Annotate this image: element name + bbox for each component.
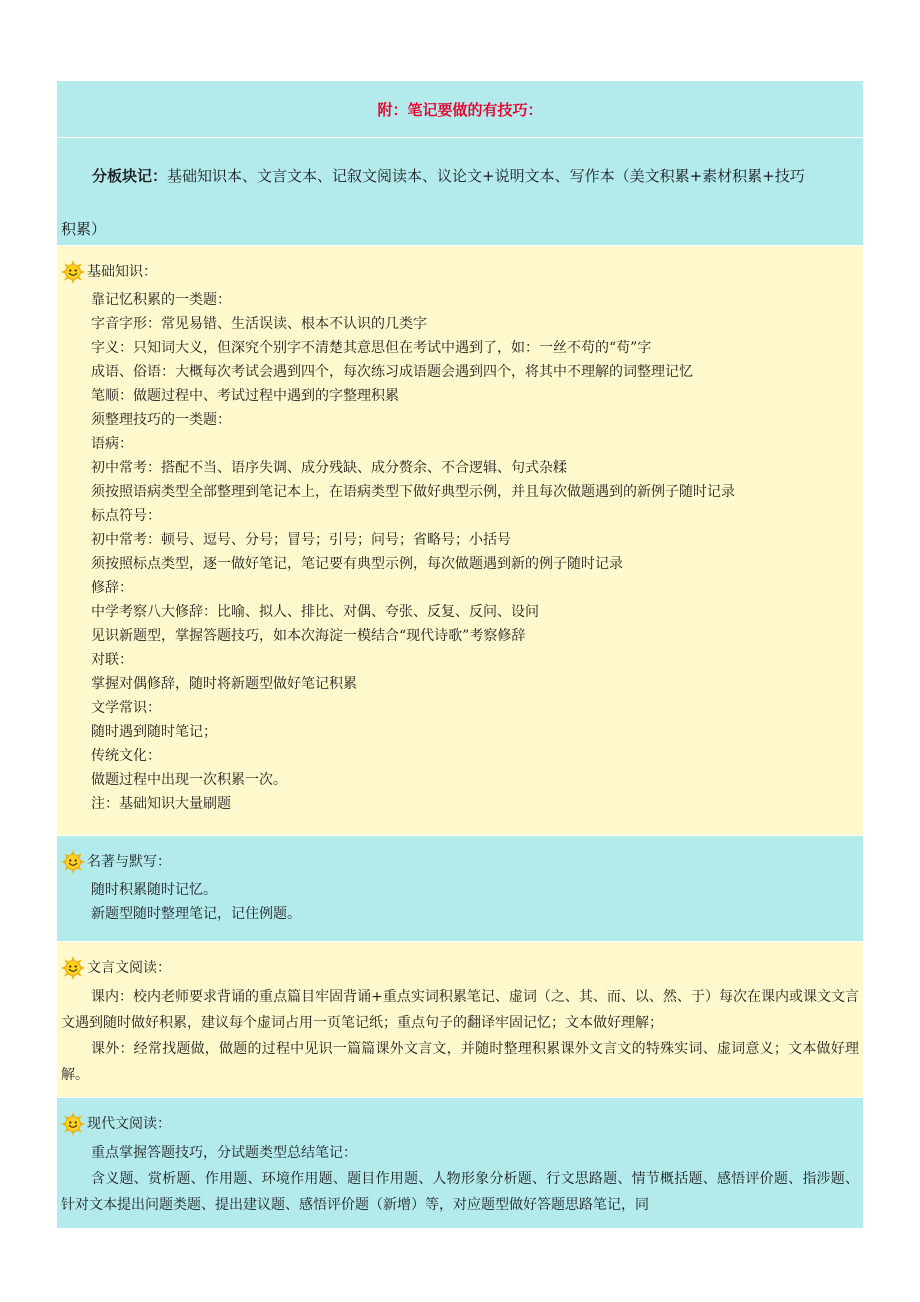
section-heading: [61, 952, 859, 984]
board-row: [57, 138, 863, 246]
list-item: 字音字形：常见易错、生活误读、根本不认识的几类字: [91, 316, 427, 332]
list-item: 笔顺：做题过程中、考试过程中遇到的字整理积累: [91, 388, 399, 404]
list-item: 新题型随时整理笔记，记住例题。: [91, 906, 301, 922]
list-item: 须按照标点类型，逐一做好笔记，笔记要有典型示例，每次做题遇到新的例子随时记录: [91, 556, 623, 572]
section-lines: [61, 288, 859, 816]
list-item: 初中常考：搭配不当、语序失调、成分残缺、成分赘余、不合逻辑、句式杂糅: [91, 460, 567, 476]
list-item: 传统文化：: [91, 748, 161, 764]
board-text: 基础知识本、文言文本、记叙文阅读本、议论文+说明文本、写作本（美文积累+素材积累+技巧: [167, 167, 805, 185]
section-title: 文言文阅读：: [87, 960, 171, 976]
paragraph: 重点掌握答题技巧，分试题类型总结笔记：: [91, 1145, 357, 1161]
title-row: [57, 81, 863, 138]
list-item: 字义：只知词大义，但深究个别字不清楚其意思但在考试中遇到了，如：一丝不苟的“苟”字: [91, 340, 652, 356]
section-classical-chinese: [57, 942, 863, 1098]
section-title: 现代文阅读：: [87, 1116, 171, 1132]
section-basic-knowledge: [57, 246, 863, 836]
paragraph: 含义题、赏析题、作用题、环境作用题、题目作用题、人物形象分析题、行文思路题、情节概括题、感悟评价题、指涉题、针对文本提出问题类题、提出建议题、感悟评价题（新增）等，对应题型做好答题思路笔记，同: [61, 1171, 859, 1213]
section-heading: [61, 846, 859, 878]
list-item: 初中常考：顿号、逗号、分号；冒号；引号；问号；省略号；小括号: [91, 532, 511, 548]
board-label: 分板块记：: [92, 167, 168, 185]
paragraph: 课内：校内老师要求背诵的重点篇目牢固背诵+重点实词积累笔记、虚词（之、其、而、以、然、于）每次在课内或课文文言文遇到随时做好积累，建议每个虚词占用一页笔记纸；重点句子的翻译牢固记忆；文本做好理解；: [61, 989, 859, 1031]
list-item: 随时遇到随时笔记；: [91, 724, 217, 740]
list-item: 修辞：: [91, 580, 133, 596]
sun-smiley-icon: [61, 956, 85, 980]
board-line: [61, 150, 859, 203]
section-heading: [61, 256, 859, 288]
list-item: 须整理技巧的一类题：: [91, 412, 231, 428]
sun-smiley-icon: [61, 850, 85, 874]
section-heading: [61, 1108, 859, 1140]
list-item: 做题过程中出现一次积累一次。: [91, 772, 287, 788]
list-item: 成语、俗语：大概每次考试会遇到四个，每次练习成语题会遇到四个，将其中不理解的词整理记忆: [91, 364, 693, 380]
list-item: 随时积累随时记忆。: [91, 882, 217, 898]
list-item: 对联：: [91, 652, 133, 668]
list-item: 掌握对偶修辞，随时将新题型做好笔记积累: [91, 676, 357, 692]
page-title: 附：笔记要做的有技巧：: [377, 100, 543, 119]
board-wrap: 积累）: [61, 220, 107, 238]
section-lines: [61, 878, 859, 926]
list-item: 靠记忆积累的一类题：: [91, 292, 231, 308]
sun-smiley-icon: [61, 260, 85, 284]
paragraph: 课外：经常找题做，做题的过程中见识一篇篇课外文言文，并随时整理积累课外文言文的特殊实词、虚词意义；文本做好理解。: [61, 1041, 859, 1083]
section-title: 名著与默写：: [87, 854, 171, 870]
section-classics-dictation: [57, 836, 863, 942]
list-item: 语病：: [91, 436, 133, 452]
section-modern-reading: [57, 1098, 863, 1229]
list-item: 文学常识：: [91, 700, 161, 716]
list-item: 须按照语病类型全部整理到笔记本上，在语病类型下做好典型示例，并且每次做题遇到的新例子随时记录: [91, 484, 735, 500]
sun-smiley-icon: [61, 1112, 85, 1136]
list-item: 标点符号：: [91, 508, 161, 524]
section-title: 基础知识：: [87, 264, 157, 280]
list-item: 见识新题型，掌握答题技巧，如本次海淀一模结合“现代诗歌”考察修辞: [91, 628, 526, 644]
notes-table: [57, 81, 863, 1229]
list-item: 中学考察八大修辞：比喻、拟人、排比、对偶、夸张、反复、反问、设问: [91, 604, 539, 620]
list-item: 注：基础知识大量刷题: [91, 796, 231, 812]
